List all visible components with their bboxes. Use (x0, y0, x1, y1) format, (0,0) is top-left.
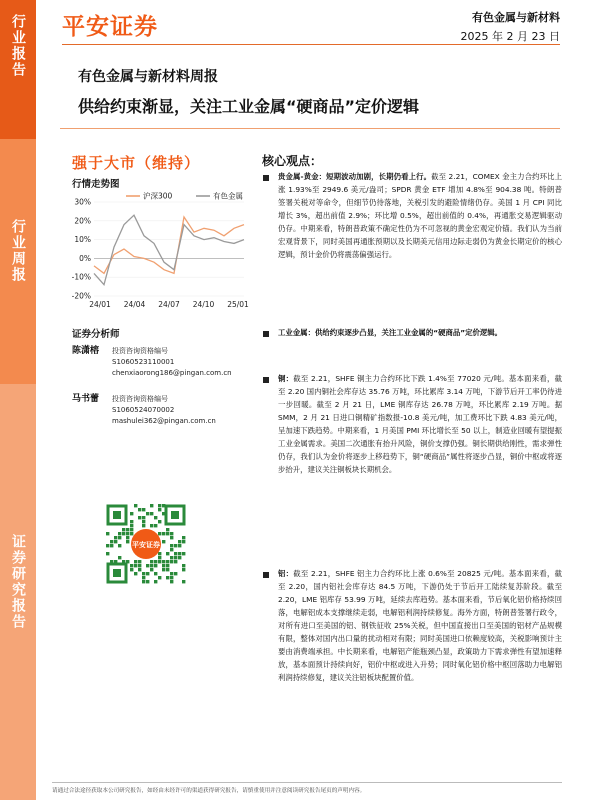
qr-module (134, 572, 137, 575)
footer-disclaimer: 请通过合法途径获取本公司研究报告，如经由未经许可的渠道获得研究报告，请慎重使用并注意阅读研究报告尾页的声明内容。 (52, 788, 366, 794)
qr-module (162, 532, 165, 535)
header-divider (62, 44, 560, 45)
qr-module (170, 580, 173, 583)
qr-module (146, 572, 149, 575)
qr-module (142, 580, 145, 583)
paragraph-body: 截至 2.21，SHFE 铝主力合约环比上涨 0.6%至 20825 元/吨。基本面来看，截至 2.20，国内铝社会库存达 84.5 万吨，下游仍处于节后开工陆续复苏阶段。截至 2.20，LME 铝库存 53.99 万吨，延续去库趋势。基本面来看，节后氧化铝价格持续回落，电解铝成本支撑继续走弱，电解铝利润持续修复。海外方面，特朗普签署行政令，对所有进口至美国的铝、钢铁征收 25%关税，但中国直接出口至美国的铝材产品规模有限，整体对国内出口量的扰动相对有限；同时美国进口依赖度较高，关税影响预计主要由消费端承担。中长期来看，电解铝产能瓶颈凸显，政策助力下需求弹性有望加速释放，基本面预计持续向好，铝价中枢或进入升势；同时氧化铝价格中枢回落助力电解铝利润持续修复，建议关注铝板块配置价值。 (278, 569, 562, 682)
qr-code[interactable] (106, 504, 186, 584)
qr-module (182, 568, 185, 571)
qr-module (142, 520, 145, 523)
side-label-industry-report: 行业报告 (10, 14, 26, 78)
qr-module (126, 536, 129, 539)
qr-module (182, 552, 185, 555)
qr-module (174, 572, 177, 575)
qr-module (162, 568, 165, 571)
qr-module (170, 576, 173, 579)
x-tick-label: 24/10 (192, 300, 215, 309)
footer-divider (52, 782, 562, 783)
qr-module (178, 552, 181, 555)
qr-module (174, 560, 177, 563)
y-tick-label: 10% (74, 235, 91, 245)
qr-module (122, 532, 125, 535)
qr-module (130, 564, 133, 567)
report-series-title: 有色金属与新材料周报 (78, 69, 218, 85)
qr-module (178, 540, 181, 543)
qr-module (162, 564, 165, 567)
qr-module (110, 544, 113, 547)
qr-module (154, 516, 157, 519)
paragraph-body: 截至 2.21，COMEX 金主力合约环比上涨 1.93%至 2949.6 美元/盎司；SPDR 黄金 ETF 增加 4.8%至 904.38 吨。特朗普签署关税对等命令，但细节仍待落地，关税引发的避险情绪仍存。美国 1 月 CPI 同比增长 3%，超出前值 2.9%；环比增 0.5%，超出前值的 0.4%，再通胀交易逻辑驱动仍存。中期来看，特朗普政策不确定性仍为不可忽视的黄金宏观定价锚。我们认为当前宏观背景下，同时美国再通胀预期以及长期美元信用边际走弱仍为黄金长期定价的核心逻辑，预计金价仍将震荡偏强运行。 (278, 172, 562, 259)
paragraph-lead: 铜： (278, 374, 294, 383)
analyst-email[interactable]: mashulei362@pingan.com.cn (112, 417, 216, 425)
qr-module (126, 532, 129, 535)
qr-module (142, 508, 145, 511)
qr-module (142, 516, 145, 519)
qr-module (166, 528, 169, 531)
report-headline: 供给约束渐显，关注工业金属“硬商品”定价逻辑 (78, 97, 420, 116)
qr-module (154, 564, 157, 567)
qr-brand-text: 平安证券 (132, 541, 160, 549)
analyst-card (72, 346, 292, 386)
title-divider (60, 128, 560, 129)
qr-module (166, 532, 169, 535)
analyst-name: 陈潇榕 (72, 346, 100, 356)
qr-module (106, 532, 109, 535)
qr-module (146, 580, 149, 583)
qr-module (154, 580, 157, 583)
y-tick-label: -10% (71, 272, 91, 282)
qr-module (182, 564, 185, 567)
paragraph-aluminum (278, 567, 562, 684)
qr-module (126, 528, 129, 531)
bullet-icon (263, 377, 269, 383)
side-label-weekly: 行业周报 (10, 219, 26, 283)
qr-module (158, 560, 161, 563)
analyst-cert-label: 投资咨询资格编号 (112, 347, 168, 355)
qr-module (130, 568, 133, 571)
side-section-research (0, 384, 36, 800)
qr-module (126, 540, 129, 543)
trend-chart (62, 188, 250, 313)
paragraph-copper (278, 372, 562, 476)
qr-module (142, 524, 145, 527)
qr-module (182, 580, 185, 583)
analyst-info (112, 394, 282, 427)
qr-module (158, 520, 161, 523)
qr-module (130, 524, 133, 527)
qr-module (150, 568, 153, 571)
qr-module (130, 512, 133, 515)
paragraph-lead: 工业金属：供给约束逐步凸显，关注工业金属的“硬商品”定价逻辑。 (278, 328, 503, 337)
rating: 强于大市（维持） (72, 154, 201, 172)
analyst-email[interactable]: chenxiaorong186@pingan.com.cn (112, 369, 232, 377)
side-section-industry-report (0, 0, 36, 139)
qr-module (118, 536, 121, 539)
qr-module (166, 564, 169, 567)
qr-module (174, 556, 177, 559)
paragraph-lead: 贵金属-黄金：短期波动加剧，长期仍看上行。 (278, 172, 432, 181)
qr-module (158, 532, 161, 535)
qr-module (106, 552, 109, 555)
qr-module (178, 556, 181, 559)
y-tick-label: 0% (79, 253, 91, 263)
qr-module (138, 564, 141, 567)
bullet-icon (263, 331, 269, 337)
qr-module (134, 560, 137, 563)
y-tick-label: 30% (74, 197, 91, 207)
paragraph-gold (278, 170, 562, 261)
x-tick-label: 24/07 (158, 300, 180, 309)
qr-module (106, 544, 109, 547)
qr-module (166, 576, 169, 579)
legend-label: 沪深300 (143, 191, 173, 201)
paragraph-body: 截至 2.21，SHFE 铜主力合约环比下跌 1.4%至 77020 元/吨。基本面来看，截至 2.20 国内铜社会库存达 35.76 万吨，环比累库 3.14 万吨，下游节后开工率仍待进一步回暖。截至 2 月 21 日，LME 铜库存达 26.78 万吨，环比累库 2.19 万吨。据 SMM，2 月 21 日进口铜精矿指数报-10.8 美元/吨，加工费环比下跌 4.83 美元/吨，呈加速下跌趋势。中期来看，1 月美国 PMI 环比增长至 50 以上，制造业回暖有望提振工业金属需求。美国二次通胀有抬升风险，铜价支撑仍强。铜长期供给刚性，需求弹性仍存，我们认为金价将逐步上移趋势下，铜“硬商品”属性将逐步凸显，铜价中枢或将逐步抬升，建议关注铜板块长期机会。 (278, 374, 562, 474)
qr-module (170, 532, 173, 535)
series-line-0 (94, 217, 244, 273)
qr-module (138, 568, 141, 571)
core-views-title: 核心观点： (262, 154, 323, 168)
qr-module (114, 536, 117, 539)
qr-module (154, 572, 157, 575)
qr-module (162, 540, 165, 543)
qr-module (182, 540, 185, 543)
qr-module (174, 552, 177, 555)
x-tick-label: 25/01 (227, 300, 249, 309)
qr-module (178, 544, 181, 547)
qr-module (150, 504, 153, 507)
qr-module (174, 544, 177, 547)
qr-module (170, 536, 173, 539)
qr-module (146, 512, 149, 515)
analyst-cert-no: S1060524070002 (112, 406, 175, 414)
qr-module (166, 552, 169, 555)
qr-module (158, 552, 161, 555)
qr-module (170, 556, 173, 559)
qr-module (170, 548, 173, 551)
trend-chart-title: 行情走势图 (72, 179, 120, 190)
qr-module (166, 560, 169, 563)
legend-label: 有色金属 (213, 191, 243, 201)
bullet-icon (263, 572, 269, 578)
analyst-info (112, 346, 282, 379)
qr-module (150, 564, 153, 567)
analyst-card (72, 394, 292, 434)
qr-module (158, 504, 161, 507)
qr-module (158, 556, 161, 559)
side-label-research: 证券研究报告 (10, 534, 26, 630)
side-section-weekly (0, 139, 36, 384)
bullet-icon (263, 175, 269, 181)
qr-module (170, 560, 173, 563)
qr-module (118, 532, 121, 535)
qr-module (166, 568, 169, 571)
qr-module (158, 508, 161, 511)
y-tick-label: 20% (74, 216, 91, 226)
qr-module (118, 544, 121, 547)
paragraph-industrial (278, 326, 562, 339)
qr-module (138, 516, 141, 519)
qr-module (130, 528, 133, 531)
company-logo: 平安证券 (62, 14, 158, 40)
x-tick-label: 24/01 (89, 300, 111, 309)
qr-module (150, 560, 153, 563)
qr-module (134, 504, 137, 507)
qr-module (130, 520, 133, 523)
qr-module (150, 512, 153, 515)
header-meta (461, 8, 560, 46)
qr-module (158, 576, 161, 579)
analyst-cert-label: 投资咨询资格编号 (112, 395, 168, 403)
analyst-name: 马书蕾 (72, 394, 100, 404)
paragraph-lead: 铝： (278, 569, 294, 578)
qr-module (134, 564, 137, 567)
qr-module (138, 508, 141, 511)
qr-module (170, 572, 173, 575)
header-category: 有色金属与新材料 (472, 11, 560, 24)
analyst-section-title: 证券分析师 (72, 329, 120, 340)
qr-module (182, 536, 185, 539)
qr-module (122, 528, 125, 531)
header-date: 2025 年 2 月 23 日 (460, 30, 560, 43)
qr-module (146, 564, 149, 567)
qr-module (130, 532, 133, 535)
qr-module (154, 560, 157, 563)
qr-module (162, 560, 165, 563)
qr-module (142, 576, 145, 579)
y-tick-label: -20% (71, 291, 91, 301)
qr-module (150, 524, 153, 527)
qr-module (114, 540, 117, 543)
qr-module (138, 560, 141, 563)
qr-module (154, 524, 157, 527)
qr-module (118, 556, 121, 559)
qr-module (170, 544, 173, 547)
analyst-cert-no: S1060523110001 (112, 358, 175, 366)
x-tick-label: 24/04 (123, 300, 146, 309)
qr-module (110, 540, 113, 543)
series-line-1 (94, 215, 244, 285)
qr-module (142, 572, 145, 575)
